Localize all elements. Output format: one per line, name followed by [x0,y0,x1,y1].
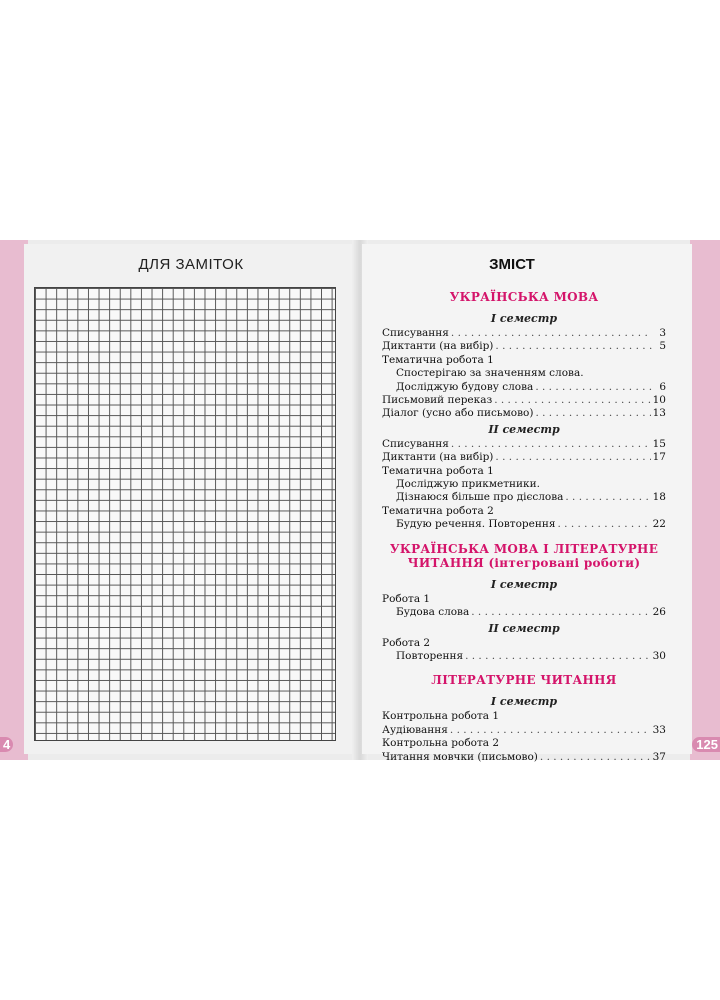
right-page-edge [690,240,720,760]
toc-entry[interactable]: Контрольна робота 1 [382,710,500,723]
toc-entry[interactable]: Повторення . . . 30 [382,650,666,663]
left-page-number: 4 [0,737,13,752]
semester-label: II семестр [488,422,560,436]
table-of-contents [382,290,666,764]
toc-entry[interactable]: Контрольна робота 2 [382,737,500,750]
notes-title: ДЛЯ ЗАМІТОК [138,256,244,273]
notes-grid [34,287,336,741]
toc-entry[interactable]: Дізнаюся більше про дієслова . . . 18 [382,491,666,504]
semester-label: II семестр [488,621,560,635]
section-heading: УКРАЇНСЬКА МОВА [449,290,599,304]
section-heading: ЛІТЕРАТУРНЕ ЧИТАННЯ [431,673,617,688]
toc-entry[interactable]: Досліджую будову слова . . . 6 [382,381,666,394]
section-heading-line: ЧИТАННЯ (інтегровані роботи) [407,555,641,570]
book-spread [0,240,720,763]
semester-label: I семестр [490,312,558,325]
contents-page [362,244,692,763]
toc-entry[interactable]: Диктанти (на вибір) . . . 17 [382,451,666,464]
notes-page [24,244,358,754]
toc-entry[interactable]: Тематична робота 1 [382,464,494,477]
section-heading [382,542,666,570]
toc-entry[interactable]: Будова слова . . . 26 [382,606,666,619]
toc-entry[interactable]: Диктанти (на вибір) . . . 5 [382,340,666,353]
toc-entry[interactable]: Робота 2 [382,636,431,649]
toc-entry[interactable]: Робота 1 [382,592,431,605]
toc-entry[interactable]: Тематична робота 1 [382,353,494,366]
toc-entry[interactable]: Спостерігаю за значенням слова. [396,367,584,380]
semester-label: I семестр [490,577,558,591]
semester-label: I семестр [490,695,558,709]
right-page-number: 125 [692,737,720,752]
toc-entry[interactable]: Досліджую прикметники. [396,478,540,491]
toc-entry[interactable]: Читання мовчки (письмово) . . . 37 [382,751,666,764]
toc-entry[interactable]: Письмовий переказ . . . 10 [382,394,666,407]
toc-entry[interactable]: Списування . . . 3 [382,327,666,340]
section-heading-line: УКРАЇНСЬКА МОВА І ЛІТЕРАТУРНЕ [389,541,659,556]
toc-entry[interactable]: Аудіювання . . . 33 [382,724,666,737]
toc-entry[interactable]: Діалог (усно або письмово) . . . 13 [382,407,666,420]
toc-entry[interactable]: Будую речення. Повторення . . . 22 [382,518,666,531]
toc-entry[interactable]: Списування . . . 15 [382,438,666,451]
contents-title: ЗМІСТ [489,256,535,273]
toc-entry[interactable]: Тематична робота 2 [382,504,494,517]
